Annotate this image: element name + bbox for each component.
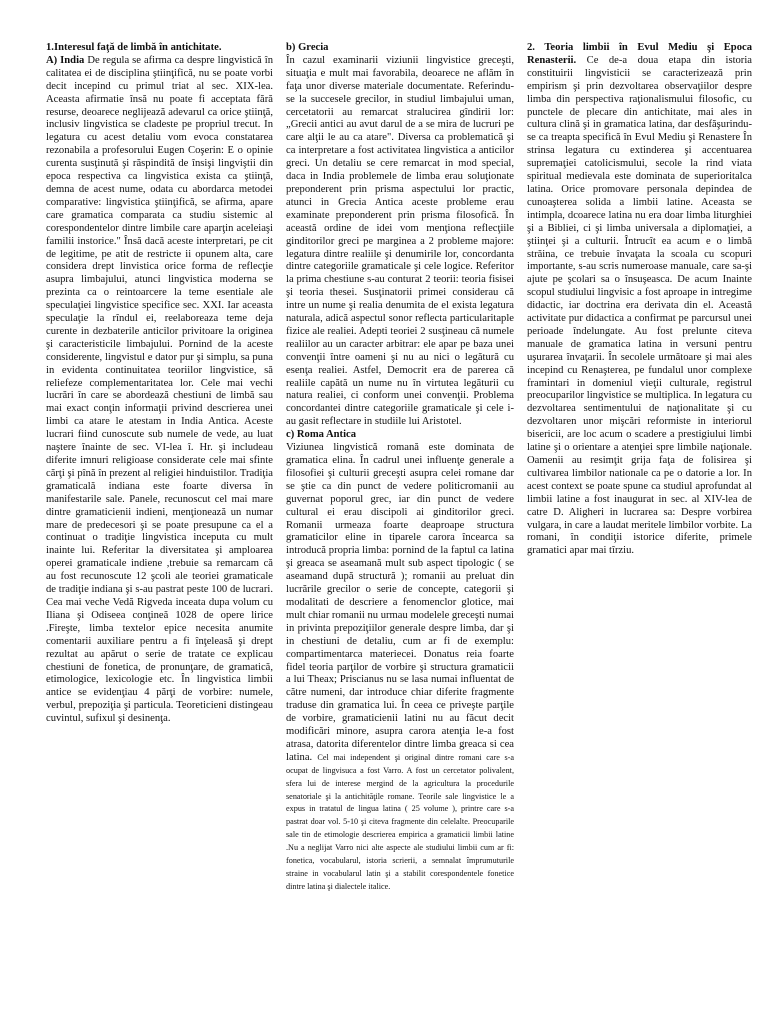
section-2-text [527,42,752,558]
column-middle [286,42,514,894]
grecia-paragraph: În cazul examinarii viziunii lingvistice greceşti, situaţia e mult mai favorabila, deoarece ne aflăm în faţa unor diverse materiale documentate. Referindu-se la succesele grecilor, in studiul limbajului uman, cercetatorii au remarcat stralucirea gîndirii lor: „Grecii antici au avut darul de a se mira de lucruri pe care alţii le au ca atare". Diversa ca problematică şi ca interpretare a fost activitatea lingvistica a anticilor greci. Un detaliu se cere remarcat in mod special, daca in India problemele de limba erau soluţionate preponderent prin prisma aspectului lor practic, atunci in Grecia Antica aceste probleme erau examinate preponderent prin prisma filosofică. În această ordine de idei vom menţiona reflecţiile ginditorilor greci pe marginea a 2 probleme majore: legatura dintre realiile şi denumirile lor, concordanta dintre categoriile gramaticale şi cele logice. Referitor la prima chestiune s-au conturat 2 teorii: teoria fisisei şi teoria thesei. Susţinatorii primei considerau că intre un nume şi realia denumita de el exista legatura naturala, adică aspectul sonor reflecta particularitaple fizice ale realiei. Adepti teoriei 2 susţineau că numele realiilor au un caracter arbitrar: ele apar pe baza unei convenţii între oameni şi nu au nici o legătură cu esenţa realiei. Astfel, Democrit era de parerea că realiile capătă un nume nu în virtutea legăturii cu natura realiei, ci conform unei convenţii. Problema concordantei dintre categoriile gramaticale şi cele i-au gasit reflectare in studiile lui Aristotel. [286,54,514,428]
section-2-paragraph: Ce de-a doua etapa din istoria constituirii lingvisticii se caracterizează prin empirism şi prin dezvoltarea observaţiilor despre limba din perspectiva raţionalismului filosofic, cu punctele de plecare din antichitate, mai ales in cultura clină şi in gramatica latina, dar desfăşurindu-se ca treapta specifică în Evul Mediu şi Renastere În strinsa legatura cu extinderea şi accentuarea supremaţiei catolicismului, secole la rind viata spiritual medievala este dominata de superioritalca latina. Orice promovare personala depindea de cunoaşterea solida a limbii latine. Aceasta se intimpla, dcoarece latina nu era doar limba liturghiei şi a Bibliei, ci şi limba universala a diplomaţiei, a ştiinţei şi a culturii. Întrucît ea acum e o limbă străina, ce trebuie învaţata la scoala cu scopuri importante, s-au scris numeroase manuale, care sa-şi ajute pe şcolari sa o însuşeasca. De acum Inainte scopul studiului lingvisic a fost aproape in intregime didactic, iar doctrina era derivata din el. Această activitate pur didactica a confirmat pe parcursul unei perioade îndelungate. Au fost prelunte citeva manuale de gramatica latina in versuni pentru uşurarea învaţarii. În secolele următoare şi mai ales incepind cu Renaşterea, pe fundalul unor complexe framintari in domeniul vieţii culturale, registrul preocuparilor lingvistice se multiplica. In legatura cu dezvoltarea sentimentului de naţionalitate şi cu dezvoltaren unor mişcări reformiste in interiorul bisericii, are loc acum o scadere a prestigiului limbi latine şi o orientare a atenţiei spre limbile naţionale. Oamenii au resimţit grija faţa de folisirea şi cultivarea limbilor nationale ca pe o datorie a lor. In acest context se poate spune ca studiul aprofundat al limbii latine a fost inaugurat in sec. al XIV-lea de catre D. Aligheri in lucrarea sa: Despre vorbirea vulgara, in care a laudat meritele limbilor vorbite. La romani, în condiţii istorice diferite, primele gramatici apar mai tîrziu. [527,54,752,557]
subsection-roma-heading: c) Roma Antica [286,429,357,441]
section-1-heading: 1.Interesul faţă de limbă în antichitate. [46,42,222,53]
roma-paragraph: Viziunea lingvistică romană este dominata de gramatica elina. În cadrul unei influenţe generale a filosofiei şi culturii greceşti asupra celei romane dar se ştie ca din punct de vedere politicromanii au guvernat poporul grec, iar din punct de vedere cultural ei erau discipoli ai ginditorilor greci. Romanii urmeaza foarte deaproape structura gramaticilor eline in tiparele carora încearca sa introducă propria limba: pornind de la faptul ca latina şi greaca se aseamană mult sub aspect tipologic ( se aseamand după structură ); romanii au preluat din lucrările grecilor o serie de concepte, categorii şi modalitati de descriere a fenomenclor glotice, mai mult chiar romanii nu urmau modelele greceşti numai in privinta prepoziţiilor generale despre limba, dar şi in chestiuni de detaliu, cum ar fi de exemplu: compartimentarca materiecei. Donatus reia foarte fidel teoria parţilor de vorbire şi structura gramaticii a lui Theax; Priscianus nu se lasa numai influentat de către numeni, dar introduce chiar diferite fragmente traduse din gramatica lui. În ceea ce priveşte parţile de vorbire, gramaticienii latini nu au făcut decit modificări minore, asupra carora atenţia le-a fost atrasa, datorita diferentelor dintre limba greaca si cea latina. [286,442,514,763]
section-2-heading: 2. Teoria limbii în Evul Mediu şi Epoca Renasterii. [527,42,752,66]
column-right [527,42,752,558]
column-left [46,42,273,726]
subsection-india-heading: A) India [46,54,85,66]
india-paragraph: De regula se afirma ca despre lingvistică în calitatea ei de disciplina ştiinţifică, nu se poate vorbi decit incepind cu primul triat al sec. XIX-lea. Aceasta afirmatie însă nu poate fi acceptata fără resurse, deoarece neglijează adevarul ca orice ştiinţă, inclusiv lingvistica se cladeste pe propriul trecut. In legatura cu acest detaliu vom evoca constatarea rezonabila a profesorului Eugen Coşerin: E o opinie curenta susţinută şi răspindită de însişi lingviştii din epoca respectiva ca lingvistica exista ca ştiinţă, demna de acest nume, odata cu abordarca metodei comparative: lingvistica ştiinţifică, se afirma, apare care gramatica comparata ca studiu sistemic al corespondentelor dintre limbile care aparţin aceleiaşi familii instorice." Însă dacă aceste interpretari, pe cit de legitime, pe atit de restricte ii opunem alta, care considera drept linvistica orice forma de reflecţie asupra limbajului, atunci lingvistica moderna se prezinta ca o reintoarcere la teme esentiale ale speculaţiei lingvistice specifice sec. XXI. Iar aceasta speculaţie la rîndul ei, reelaboreaza teme deja curente in dezbaterile anticilor privitoare la originea şi caracteristicile limbajului. Pornind de la aceste considerente, lingvistul e dator pur şi simplu, sa puna in evidenta continuitatea teoriilor lingvistice, să reliefeze complementaritatea lor. Cele mai vechi lucrări în care se abordează chestiuni de limbă sau mai exact conţin informaţii privind descrierea unei limbi ca atare le atestam in India Antica. Aceste lucrari fiind cunoscute sub numele de vede, au luat naştere înainte de sec. VI-lea î. Hr. şi includeau diferite imnuri religioase considerate cele mai sfinte cărţi şi pînă în prezent al religiei hinduistilor. Tradiţia gramaticală indiana este foarte diversa în manifestarile sale. Panele, recunoscut cel mai mare dintre gramaticienii indieni, menţionează un numar mare de predecesori şi se poate presupune ca el a continuat o tradiţie lingvistica inceputa cu mult inainte lui. Referitar la diversitatea şi amploarea operei gramaticale indiene ,trebuie sa remarcam că au fost recunoscute 12 şcoli ale teoriei gramaticale de tradiţie indiana şi s-au pastrat peste 100 de lucrari. Cea mai veche Vedă Rigveda inceata dupa volum cu Iliana şi Odiseea conţineă 1028 de opere lirice .Fireşte, limba textelor epice necesita anumite comentarii auxiliare pentru a fi înţeleasă şi drept rezultat au apărut o serie de tratate ce explicau chestiuni de fonetica, de pronunţare, de gramatică, etimologice, lexicologie etc. În lingvistica limbii antice se evidenţiau 4 părţi de vorbire: numele, verbul, prepoziţia şi particula. Teoreticieni distingeau cuvintul, sufixul şi desinenţa. [46,54,273,725]
subsection-grecia-heading: b) Grecia [286,42,329,53]
section-1-text [46,42,273,726]
roma-section [286,429,514,894]
grecia-section [286,42,514,429]
roma-small-paragraph: Cel mai independent şi original dintre romani care s-a ocupat de lingvisuca a fost Varro. A fost un cercetator polivalent, sfera lui de interese mergind de la agricultura la procedurile senatoriale şi la antichităţile romane. Teorile sale lingvistice le a expus in tratatul de lingua latina ( 25 volume ), printre care s-a pastrat doar vol. 5-10 şi citeva fragmente din celelalte. Preocuparile sale tin de etimologie descrierea empirica a gramaticii limbii latine .Nu a neglijat Varro nici alte aspecte ale studiului limbii cum ar fi: fonetica, vocabularul, istoria scrierii, a semnalat împrumuturile straine in vocabularul latin şi a stabilit corespondentele fonetice dintre latina şi dialectele italice. [286,752,514,891]
